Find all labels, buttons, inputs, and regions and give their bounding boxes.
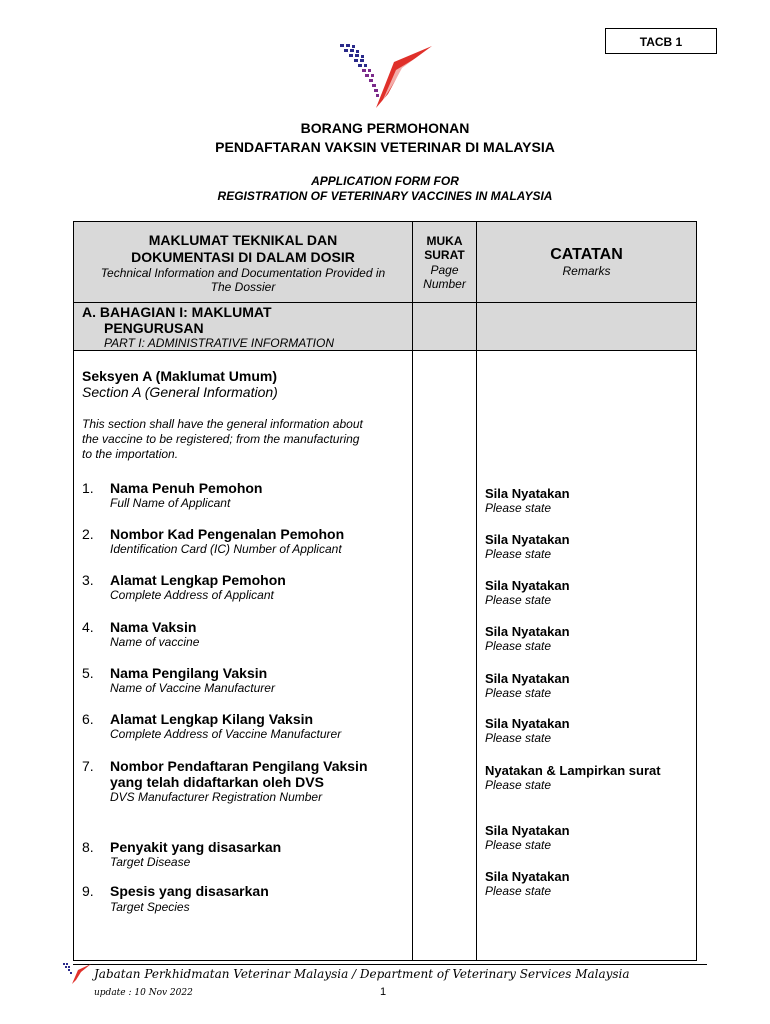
item-label-bm: Nama Pengilang Vaksin: [110, 665, 268, 681]
item-number: 2.: [82, 526, 94, 542]
section-a-desc-3: to the importation.: [82, 447, 179, 461]
form-code: TACB 1: [639, 35, 683, 49]
item-label-en: DVS Manufacturer Registration Number: [110, 790, 323, 804]
header-col2-bm2: SURAT: [424, 248, 465, 262]
title-bm-2: PENDAFTARAN VAKSIN VETERINAR DI MALAYSIA: [215, 139, 555, 155]
title-en-1: APPLICATION FORM FOR: [311, 174, 459, 188]
item-label-en: Full Name of Applicant: [110, 496, 231, 510]
footer-department: Jabatan Perkhidmatan Veterinar Malaysia / Department of Veterinary Services Malaysia: [94, 967, 630, 981]
section-a-desc-2: the vaccine to be registered; from the manufacturing: [82, 432, 360, 446]
part-i-bm-1: A. BAHAGIAN I: MAKLUMAT: [82, 304, 272, 320]
remark-en: Please state: [485, 838, 552, 852]
item-label-en: Name of Vaccine Manufacturer: [110, 681, 275, 695]
col-divider-2: [476, 221, 477, 961]
header-col2-bm1: MUKA: [426, 234, 463, 248]
item-number: 7.: [82, 758, 94, 774]
footer-logo: [62, 962, 92, 986]
footer-rule: [73, 964, 707, 965]
item-number: 8.: [82, 839, 94, 855]
remark-bm: Nyatakan & Lampirkan surat: [485, 763, 661, 778]
footer-update: update : 10 Nov 2022: [94, 988, 193, 998]
header-col1-bm2: DOKUMENTASI DI DALAM DOSIR: [131, 249, 355, 265]
item-label-en: Identification Card (IC) Number of Applicant: [110, 542, 342, 556]
part-i-bm-2: PENGURUSAN: [104, 320, 204, 336]
remark-en: Please state: [485, 547, 552, 561]
item-number: 1.: [82, 480, 94, 496]
remark-bm: Sila Nyatakan: [485, 486, 570, 501]
col-divider-1: [412, 221, 413, 961]
remark-bm: Sila Nyatakan: [485, 869, 570, 884]
page-number: 1: [380, 986, 387, 998]
header-col1-bm1: MAKLUMAT TEKNIKAL DAN: [148, 232, 338, 248]
remark-bm: Sila Nyatakan: [485, 716, 570, 731]
remark-bm: Sila Nyatakan: [485, 532, 570, 547]
item-label-en: Target Species: [110, 900, 190, 914]
remark-en: Please state: [485, 731, 552, 745]
section-a-en: Section A (General Information): [82, 384, 278, 400]
item-label-en: Complete Address of Applicant: [110, 588, 274, 602]
item-label-bm: Nama Vaksin: [110, 619, 197, 635]
form-code-box: [605, 28, 717, 54]
remark-en: Please state: [485, 778, 552, 792]
item-number: 9.: [82, 883, 94, 899]
item-label-bm: Nombor Pendaftaran Pengilang Vaksin: [110, 758, 368, 774]
remark-bm: Sila Nyatakan: [485, 823, 570, 838]
remark-en: Please state: [485, 501, 552, 515]
title-en-2: REGISTRATION OF VETERINARY VACCINES IN MALAYSIA: [217, 189, 553, 203]
item-label-bm: Nombor Kad Pengenalan Pemohon: [110, 526, 345, 542]
item-label-en: Name of vaccine: [110, 635, 200, 649]
title-bm-1: BORANG PERMOHONAN: [300, 120, 470, 136]
header-col1-en1: Technical Information and Documentation Provided in: [100, 266, 386, 280]
remark-en: Please state: [485, 884, 552, 898]
part-i-en: PART I: ADMINISTRATIVE INFORMATION: [104, 336, 335, 350]
remark-en: Please state: [485, 686, 552, 700]
remark-bm: Sila Nyatakan: [485, 624, 570, 639]
header-col3-en: Remarks: [562, 264, 611, 278]
item-label-en: Target Disease: [110, 855, 191, 869]
item-number: 3.: [82, 572, 94, 588]
row-divider-1: [73, 302, 697, 303]
row-divider-2: [73, 350, 697, 351]
item-label-bm: Spesis yang disasarkan: [110, 883, 269, 899]
section-a-desc-1: This section shall have the general information about: [82, 417, 363, 431]
item-label-bm: Alamat Lengkap Kilang Vaksin: [110, 711, 314, 727]
header-col3-bm: CATATAN: [550, 246, 623, 263]
header-col1-en2: The Dossier: [210, 280, 276, 294]
remark-bm: Sila Nyatakan: [485, 578, 570, 593]
section-a-bm: Seksyen A (Maklumat Umum): [82, 368, 278, 384]
item-label-bm: Nama Penuh Pemohon: [110, 480, 263, 496]
header-col2-en2: Number: [423, 277, 466, 291]
remark-en: Please state: [485, 593, 552, 607]
item-label-bm-2: yang telah didaftarkan oleh DVS: [110, 774, 324, 790]
header-col2-en1: Page: [430, 263, 459, 277]
item-number: 5.: [82, 665, 94, 681]
item-label-en: Complete Address of Vaccine Manufacturer: [110, 727, 342, 741]
remark-en: Please state: [485, 639, 552, 653]
item-label-bm: Alamat Lengkap Pemohon: [110, 572, 286, 588]
item-number: 6.: [82, 711, 94, 727]
item-number: 4.: [82, 619, 94, 635]
item-label-bm: Penyakit yang disasarkan: [110, 839, 282, 855]
remark-bm: Sila Nyatakan: [485, 671, 570, 686]
dvs-logo: [336, 42, 432, 112]
